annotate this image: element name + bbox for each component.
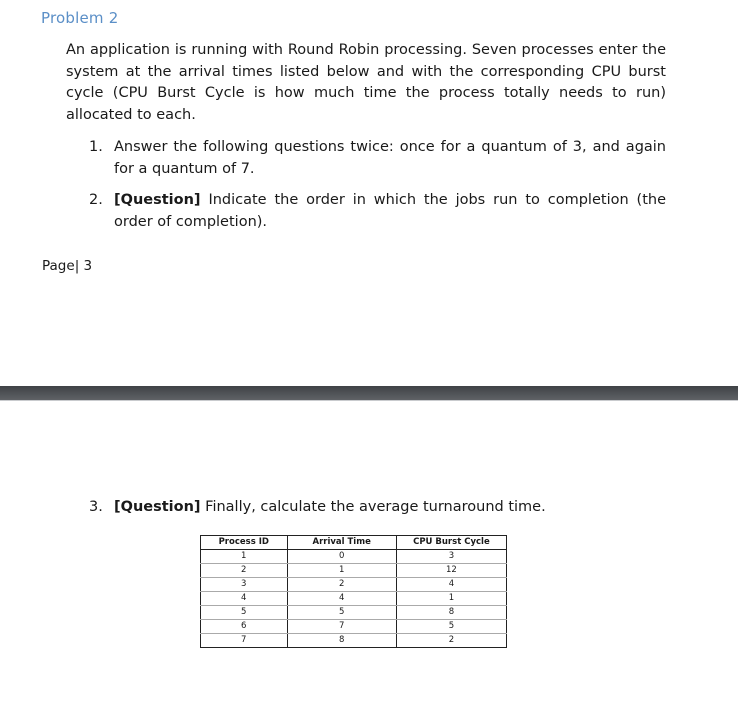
page-label: Page	[42, 258, 75, 274]
cell-arrival-time: 0	[287, 550, 396, 564]
cell-process-id: 4	[201, 592, 288, 606]
table-row	[201, 578, 507, 592]
cell-process-id: 2	[201, 564, 288, 578]
question-tag: [Question]	[114, 499, 201, 515]
question-body	[114, 497, 666, 519]
problem-description: An application is running with Round Robin processing. Seven processes enter the system at the arrival times listed below and with the corresponding CPU burst cycle (CPU Burst Cycle is how much time the process totally needs to run) allocated to each.	[66, 42, 666, 123]
question-number: 3.	[89, 499, 103, 515]
table-row	[201, 634, 507, 648]
process-table	[200, 535, 507, 648]
cell-cpu-burst: 2	[396, 634, 506, 648]
table-row	[201, 620, 507, 634]
question-body	[114, 190, 666, 233]
header-cpu-burst: CPU Burst Cycle	[396, 536, 506, 550]
question-2	[89, 190, 666, 233]
question-text: Indicate the order in which the jobs run to completion (the order of completion).	[114, 192, 666, 230]
question-text: Answer the following questions twice: once for a quantum of 3, and again for a quantum of 7.	[114, 139, 666, 177]
cell-cpu-burst: 5	[396, 620, 506, 634]
cell-process-id: 7	[201, 634, 288, 648]
cell-process-id: 6	[201, 620, 288, 634]
question-number: 1.	[89, 139, 103, 155]
table-row	[201, 592, 507, 606]
cell-cpu-burst: 12	[396, 564, 506, 578]
cell-process-id: 3	[201, 578, 288, 592]
question-text: Finally, calculate the average turnaround time.	[200, 499, 546, 515]
table-row	[201, 550, 507, 564]
table-row	[201, 606, 507, 620]
question-3	[89, 497, 666, 519]
cell-cpu-burst: 8	[396, 606, 506, 620]
cell-process-id: 5	[201, 606, 288, 620]
page-footer	[42, 258, 92, 274]
cell-cpu-burst: 3	[396, 550, 506, 564]
header-arrival-time: Arrival Time	[287, 536, 396, 550]
cell-arrival-time: 4	[287, 592, 396, 606]
problem-heading: Problem 2	[41, 9, 119, 27]
page-break-divider	[0, 386, 738, 400]
cell-arrival-time: 1	[287, 564, 396, 578]
table-row	[201, 564, 507, 578]
question-1	[89, 137, 666, 180]
header-process-id: Process ID	[201, 536, 288, 550]
question-number: 2.	[89, 192, 103, 208]
cell-arrival-time: 2	[287, 578, 396, 592]
page-break-edge	[0, 400, 738, 401]
cell-process-id: 1	[201, 550, 288, 564]
page-number: 3	[83, 258, 93, 274]
question-tag: [Question]	[114, 192, 201, 208]
cell-arrival-time: 5	[287, 606, 396, 620]
table-header-row	[201, 536, 507, 550]
cell-cpu-burst: 4	[396, 578, 506, 592]
page-separator: |	[74, 258, 80, 274]
cell-arrival-time: 8	[287, 634, 396, 648]
cell-arrival-time: 7	[287, 620, 396, 634]
cell-cpu-burst: 1	[396, 592, 506, 606]
